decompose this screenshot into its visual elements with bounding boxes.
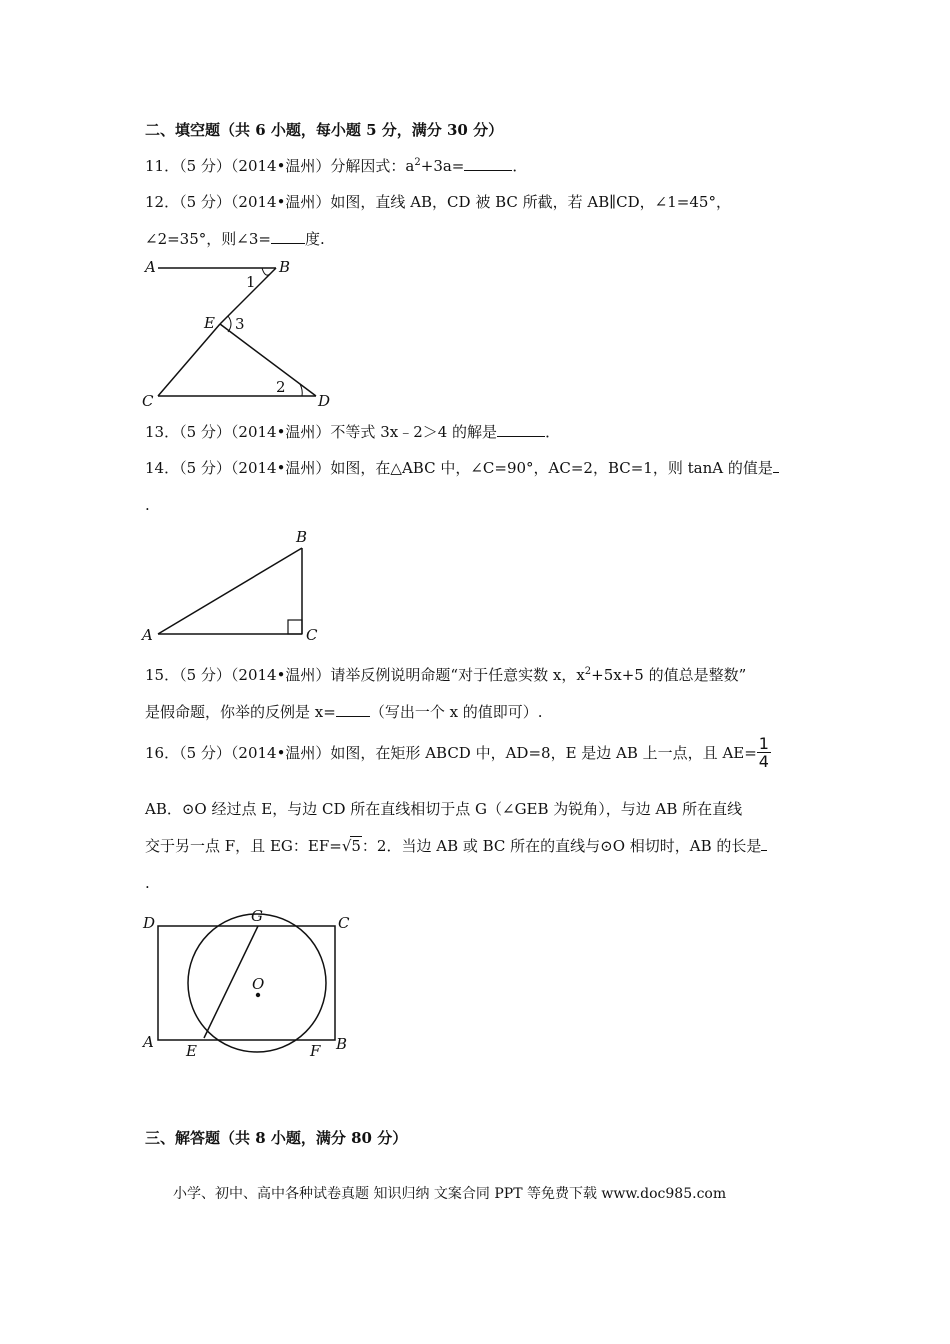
q12-answer-blank[interactable] [271, 229, 305, 244]
center-point-o [256, 993, 260, 997]
fig16-label-d: D [143, 914, 156, 932]
fig16-label-f: F [310, 1042, 321, 1060]
chord-ge [204, 926, 258, 1038]
fraction-one-quarter [757, 735, 771, 770]
question-14-line1 [145, 457, 779, 478]
question-14-line2: . [145, 496, 150, 514]
fig12-angle-1: 1 [246, 273, 256, 291]
question-13 [145, 421, 560, 442]
question-11 [145, 155, 527, 176]
fig16-label-c: C [338, 914, 350, 932]
q13-answer-blank[interactable] [497, 422, 545, 437]
fig12-label-b: B [279, 258, 291, 276]
q15-suffix: +5x+5 的值总是整数” [591, 666, 747, 684]
line-ed [220, 324, 316, 396]
fig16-label-a: A [143, 1033, 154, 1051]
right-angle-mark [288, 620, 302, 634]
q16-line3a: 交于另一点 F，且 EG：EF= [145, 837, 342, 855]
q13-end: ． [545, 423, 561, 441]
segment-ab [158, 548, 302, 634]
q15-prefix: 15．（5 分）（2014•温州）请举反例说明命题“对于任意实数 x，x [145, 666, 585, 684]
fig12-angle-2: 2 [276, 378, 286, 396]
fig14-label-a: A [142, 626, 153, 644]
question-16-line1 [145, 735, 771, 770]
q15-line2b: （写出一个 x 的值即可）. [369, 703, 543, 721]
question-15-line2 [145, 701, 543, 722]
question-15-line1 [145, 664, 746, 685]
fig12-label-a: A [145, 258, 156, 276]
section-2-heading: 二、填空题（共 6 小题，每小题 5 分，满分 30 分） [145, 121, 504, 139]
q11-suffix: +3a= [420, 157, 465, 175]
rectangle-abcd [158, 926, 335, 1040]
question-16-line4: . [145, 874, 150, 892]
q15-exponent: 2 [584, 666, 592, 677]
q14-line1: 14．（5 分）（2014•温州）如图，在△ABC 中，∠C=90°，AC=2，BC=1，则 tanA 的值是 [145, 459, 773, 477]
fig14-label-b: B [296, 528, 308, 546]
q14-answer-blank[interactable] [773, 458, 779, 473]
q13-prefix: 13．（5 分）（2014•温州）不等式 3x﹣2＞4 的解是 [145, 423, 498, 441]
q15-line2a: 是假命题，你举的反例是 x= [145, 703, 336, 721]
line-ec [158, 324, 220, 396]
q11-end: ． [512, 157, 528, 175]
fig12-label-c: C [142, 392, 154, 410]
q12-line2b: 度. [304, 230, 325, 248]
q16-answer-blank[interactable] [761, 836, 767, 851]
sqrt-sign-icon: √ [341, 837, 352, 855]
fig12-label-e: E [204, 314, 215, 332]
fig16-label-g: G [251, 907, 263, 925]
question-12-line1: 12．（5 分）（2014•温州）如图，直线 AB，CD 被 BC 所截，若 AB∥CD，∠1=45°， [145, 193, 731, 211]
sqrt-radicand: 5 [351, 837, 361, 855]
fig14-label-c: C [306, 626, 318, 644]
figure-14 [140, 528, 330, 648]
fig16-label-b: B [336, 1035, 348, 1053]
q11-answer-blank[interactable] [464, 156, 512, 171]
fig12-label-d: D [318, 392, 331, 410]
fraction-numerator: 1 [758, 734, 769, 753]
q12-line2a: ∠2=35°，则∠3= [145, 230, 271, 248]
question-16-line2: AB．⊙O 经过点 E，与边 CD 所在直线相切于点 G（∠GEB 为锐角），与边 AB 所在直线 [145, 800, 743, 818]
figure-16 [140, 905, 370, 1065]
q11-exponent: 2 [414, 157, 421, 168]
q16-line1: 16．（5 分）（2014•温州）如图，在矩形 ABCD 中，AD=8，E 是边 AB 上一点，且 AE= [145, 744, 757, 762]
page-footer: 小学、初中、高中各种试卷真题 知识归纳 文案合同 PPT 等免费下载 www.doc985.com [173, 1186, 727, 1202]
question-16-line3 [145, 835, 767, 856]
section-3-heading: 三、解答题（共 8 小题，满分 80 分） [145, 1129, 408, 1147]
fig16-label-o: O [252, 975, 265, 993]
fig16-label-e: E [186, 1042, 197, 1060]
q11-prefix: 11．（5 分）（2014•温州）分解因式：a [145, 157, 415, 175]
q15-answer-blank[interactable] [336, 702, 370, 717]
figure-12 [140, 252, 340, 412]
q16-line3b: ：2．当边 AB 或 BC 所在的直线与⊙O 相切时，AB 的长是 [361, 837, 762, 855]
fig12-angle-3: 3 [235, 315, 245, 333]
angle-1-arc [262, 268, 270, 275]
fraction-denominator: 4 [758, 752, 769, 771]
question-12-line2 [145, 228, 325, 249]
